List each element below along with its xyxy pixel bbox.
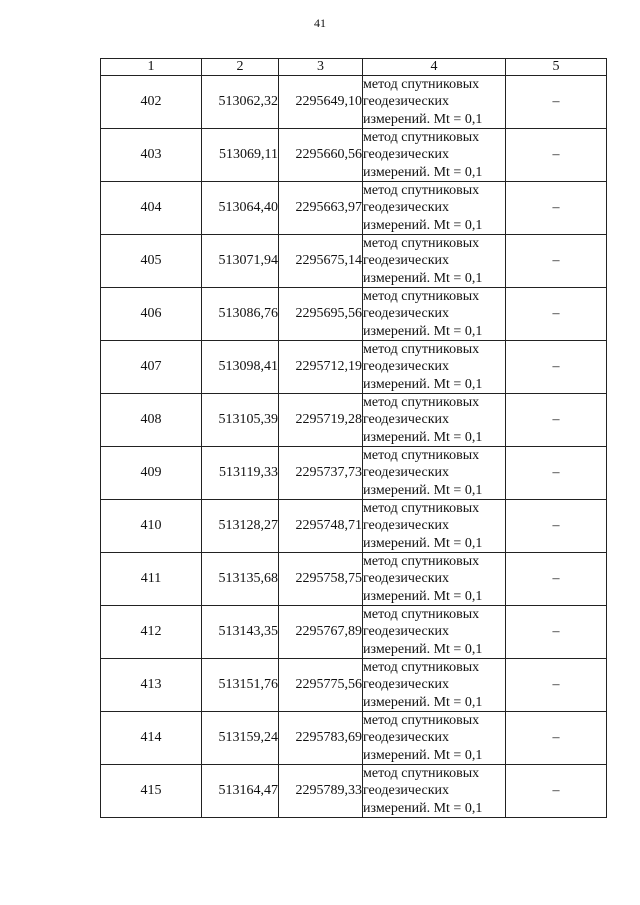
- method-cell: метод спутниковых геодезических измерений. Mt = 0,1: [363, 288, 506, 341]
- coordinate-y-cell: 2295789,33: [279, 765, 363, 818]
- note-cell: –: [506, 553, 607, 606]
- table-row: [101, 553, 607, 606]
- point-number-cell: 405: [101, 235, 202, 288]
- method-cell: метод спутниковых геодезических измерений. Mt = 0,1: [363, 553, 506, 606]
- method-cell: метод спутниковых геодезических измерений. Mt = 0,1: [363, 765, 506, 818]
- point-number-cell: 402: [101, 76, 202, 129]
- method-cell: метод спутниковых геодезических измерений. Mt = 0,1: [363, 76, 506, 129]
- note-cell: –: [506, 447, 607, 500]
- point-number-cell: 404: [101, 182, 202, 235]
- coordinate-y-cell: 2295695,56: [279, 288, 363, 341]
- method-cell: метод спутниковых геодезических измерений. Mt = 0,1: [363, 235, 506, 288]
- header-cell-point: 1: [101, 59, 202, 76]
- coordinate-x-cell: 513159,24: [202, 712, 279, 765]
- header-cell-method: 4: [363, 59, 506, 76]
- coordinate-y-cell: 2295783,69: [279, 712, 363, 765]
- coordinate-x-cell: 513071,94: [202, 235, 279, 288]
- coordinate-x-cell: 513098,41: [202, 341, 279, 394]
- page-number: 41: [314, 16, 326, 30]
- coordinate-x-cell: 513128,27: [202, 500, 279, 553]
- method-cell: метод спутниковых геодезических измерений. Mt = 0,1: [363, 182, 506, 235]
- table-row: [101, 288, 607, 341]
- point-number-cell: 410: [101, 500, 202, 553]
- method-cell: метод спутниковых геодезических измерений. Mt = 0,1: [363, 500, 506, 553]
- note-cell: –: [506, 659, 607, 712]
- table-row: [101, 606, 607, 659]
- table-row: [101, 765, 607, 818]
- header-cell-x: 2: [202, 59, 279, 76]
- table-row: [101, 712, 607, 765]
- coordinate-x-cell: 513135,68: [202, 553, 279, 606]
- table-row: [101, 659, 607, 712]
- table-row: [101, 447, 607, 500]
- table-row: [101, 341, 607, 394]
- coordinate-x-cell: 513151,76: [202, 659, 279, 712]
- coordinate-y-cell: 2295712,19: [279, 341, 363, 394]
- method-cell: метод спутниковых геодезических измерений. Mt = 0,1: [363, 659, 506, 712]
- coordinate-y-cell: 2295775,56: [279, 659, 363, 712]
- coordinate-x-cell: 513086,76: [202, 288, 279, 341]
- method-cell: метод спутниковых геодезических измерений. Mt = 0,1: [363, 447, 506, 500]
- point-number-cell: 414: [101, 712, 202, 765]
- coordinate-y-cell: 2295719,28: [279, 394, 363, 447]
- coordinates-table: [100, 58, 607, 818]
- coordinate-x-cell: 513105,39: [202, 394, 279, 447]
- point-number-cell: 403: [101, 129, 202, 182]
- coordinate-y-cell: 2295767,89: [279, 606, 363, 659]
- method-cell: метод спутниковых геодезических измерений. Mt = 0,1: [363, 341, 506, 394]
- table-header-row: [101, 59, 607, 76]
- point-number-cell: 415: [101, 765, 202, 818]
- note-cell: –: [506, 341, 607, 394]
- point-number-cell: 406: [101, 288, 202, 341]
- coordinate-y-cell: 2295737,73: [279, 447, 363, 500]
- coordinate-y-cell: 2295758,75: [279, 553, 363, 606]
- table-row: [101, 76, 607, 129]
- coordinates-table-body: [101, 59, 607, 818]
- point-number-cell: 408: [101, 394, 202, 447]
- coordinate-y-cell: 2295663,97: [279, 182, 363, 235]
- note-cell: –: [506, 288, 607, 341]
- coordinate-x-cell: 513143,35: [202, 606, 279, 659]
- note-cell: –: [506, 765, 607, 818]
- method-cell: метод спутниковых геодезических измерений. Mt = 0,1: [363, 394, 506, 447]
- method-cell: метод спутниковых геодезических измерений. Mt = 0,1: [363, 712, 506, 765]
- table-row: [101, 500, 607, 553]
- point-number-cell: 413: [101, 659, 202, 712]
- header-cell-note: 5: [506, 59, 607, 76]
- note-cell: –: [506, 182, 607, 235]
- point-number-cell: 409: [101, 447, 202, 500]
- point-number-cell: 412: [101, 606, 202, 659]
- note-cell: –: [506, 76, 607, 129]
- header-cell-y: 3: [279, 59, 363, 76]
- coordinate-x-cell: 513069,11: [202, 129, 279, 182]
- coordinate-x-cell: 513164,47: [202, 765, 279, 818]
- coordinate-y-cell: 2295748,71: [279, 500, 363, 553]
- coordinate-y-cell: 2295675,14: [279, 235, 363, 288]
- table-row: [101, 182, 607, 235]
- coordinate-x-cell: 513064,40: [202, 182, 279, 235]
- table-row: [101, 235, 607, 288]
- coordinate-y-cell: 2295649,10: [279, 76, 363, 129]
- table-row: [101, 129, 607, 182]
- note-cell: –: [506, 129, 607, 182]
- method-cell: метод спутниковых геодезических измерений. Mt = 0,1: [363, 129, 506, 182]
- note-cell: –: [506, 235, 607, 288]
- coordinate-x-cell: 513062,32: [202, 76, 279, 129]
- table-row: [101, 394, 607, 447]
- method-cell: метод спутниковых геодезических измерений. Mt = 0,1: [363, 606, 506, 659]
- note-cell: –: [506, 500, 607, 553]
- note-cell: –: [506, 606, 607, 659]
- coordinate-x-cell: 513119,33: [202, 447, 279, 500]
- note-cell: –: [506, 712, 607, 765]
- point-number-cell: 411: [101, 553, 202, 606]
- point-number-cell: 407: [101, 341, 202, 394]
- note-cell: –: [506, 394, 607, 447]
- coordinate-y-cell: 2295660,56: [279, 129, 363, 182]
